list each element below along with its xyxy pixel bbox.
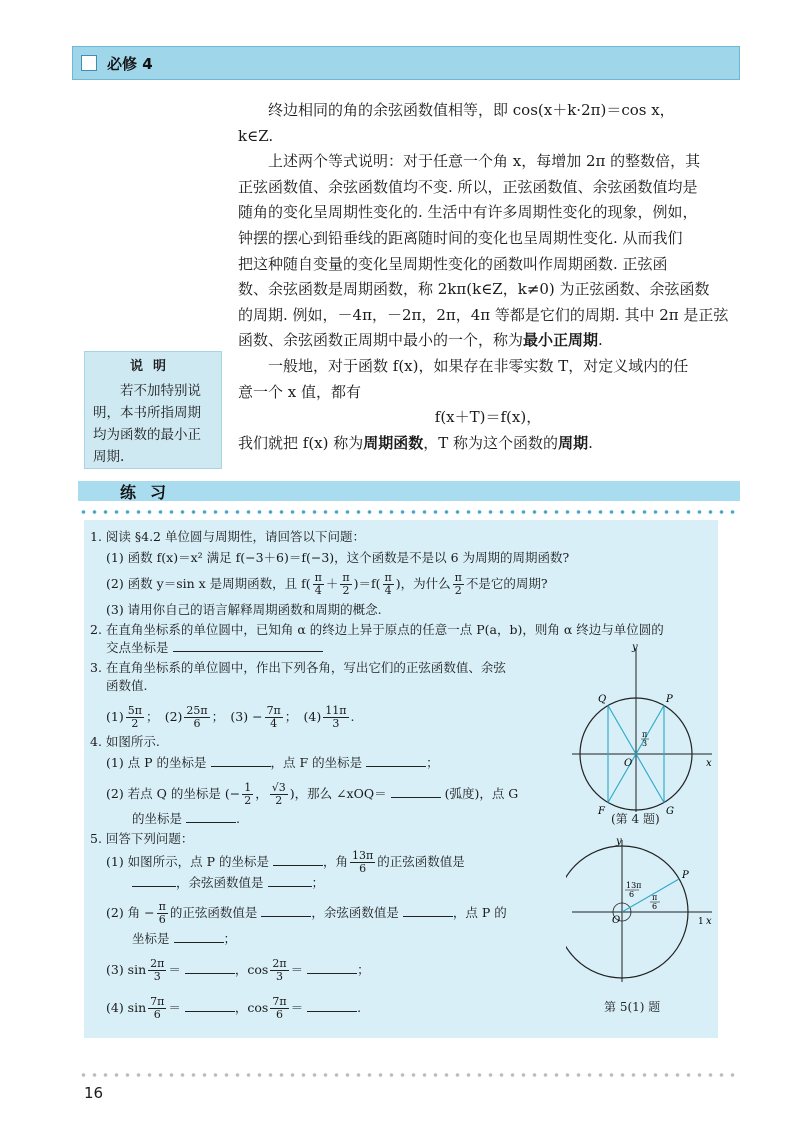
paragraph-2-line-2: 正弦函数值、余弦函数值均不变. 所以，正弦函数值、余弦函数值均是 [238,177,698,196]
y-axis-label: y [616,836,622,847]
header-square-icon [81,55,97,71]
x-axis-label: x [706,758,712,769]
answer-blank[interactable] [268,874,312,887]
answer-blank[interactable] [185,961,235,974]
exercise-title: 练习 [120,483,181,502]
formula-periodic: f(x＋T)＝f(x)， [434,408,542,427]
paragraph-2-line-6: 数、余弦函数是周期函数，称 2kπ(k∈Z，k≠0) 为正弦函数、余弦函数 [238,280,710,299]
paragraph-1: 终边相同的角的余弦函数值相等，即 cos(x＋k·2π)＝cos x， [268,101,675,119]
angle-denominator: 3 [642,739,648,748]
answer-blank[interactable] [273,853,323,866]
point-f-label: F [598,806,605,817]
figure-4-caption: (第 4 题) [611,812,660,826]
answer-blank[interactable] [132,874,176,887]
answer-blank[interactable] [211,754,271,767]
answer-blank[interactable] [261,904,311,917]
question-1: 1. 阅读 §4.2 单位圆与周期性，请回答以下问题： [90,529,365,544]
figure-4 [566,642,716,822]
question-4: 4. 如图所示. [90,734,160,749]
paragraph-4: 我们就把 f(x) 称为周期函数，T 称为这个函数的周期. [238,433,593,452]
answer-blank[interactable] [403,904,453,917]
paragraph-2-line-3: 随角的变化呈周期性变化的. 生活中有许多周期性变化的现象，例如， [238,203,698,222]
answer-blank[interactable] [391,785,441,798]
question-3-items: (1) $\frac{5\pi}{2}$ ； (2) $\frac{25\pi}{6}$ ； (3) − $\frac{7\pi}{4}$ ； (4) $\frac{11\pi}{3}$ . [106,704,355,730]
question-5-1: (1) 如图所示，点 P 的坐标是 ，角 $\frac{13\pi}{6}$ 的正弦函数值是 [106,849,465,875]
angle-13pi6-numerator: 13π [626,881,642,890]
header-label: 必修 4 [107,55,153,73]
point-g-label: G [666,806,674,817]
term-periodic-function: 周期函数 [363,433,424,452]
question-2-line-1: 2. 在直角坐标系的单位圆中，已知角 α 的终边上异于原点的任意一点 P(a，b)，则角 α 终边与单位圆的 [90,622,664,637]
unit-one-label: 1 [698,917,704,927]
answer-blank[interactable] [173,639,323,652]
paragraph-3-line-1: 一般地，对于函数 f(x)，如果存在非零实数 T，对定义域内的任 [268,356,689,375]
chapter-header [72,46,740,80]
y-axis-label: y [632,642,638,653]
question-4-3: 的坐标是 . [132,811,240,826]
answer-blank[interactable] [366,754,426,767]
paragraph-3-line-2: 意一个 x 值，都有 [238,382,361,401]
angle-13pi6-denominator: 6 [629,890,635,899]
exercise-box [84,520,718,1038]
answer-blank[interactable] [186,810,236,823]
note-title: 说明 [129,359,176,374]
paragraph-2-line-5: 把这种随自变量的变化呈周期性变化的函数叫作周期函数. 正弦函 [238,254,668,273]
question-1-3: (3) 请用你自己的语言解释周期函数和周期的概念. [106,602,382,617]
paragraph-2-line-1: 上述两个等式说明：对于任意一个角 x，每增加 2π 的整数倍，其 [268,152,701,171]
question-5-2: (2) 角 − $\frac{\pi}{6}$ 的正弦函数值是 ，余弦函数值是 ，点 P 的 [106,900,507,926]
angle-numerator: π [642,730,648,739]
dotted-divider [78,509,740,515]
paragraph-2-line-4: 钟摆的摆心到铅垂线的距离随时间的变化也呈周期性变化. 从而我们 [238,228,683,247]
paragraph-1b: k∈Z. [238,126,274,145]
question-4-2: (2) 若点 Q 的坐标是 (− $\frac{1}{2}$ ， $\frac{√3}{2}$ )，那么 ∠xOQ＝ (弧度)，点 G [106,781,519,807]
x-axis-label: x [706,916,712,927]
paragraph-2-line-8: 函数、余弦函数正周期中最小的一个，称为最小正周期. [238,331,603,350]
term-period: 周期 [558,433,589,452]
main-text [238,98,738,456]
term-min-period: 最小正周期 [523,331,599,350]
exercise-header [78,481,740,501]
figure-5 [566,836,716,986]
point-p-label: P [682,870,689,881]
answer-blank[interactable] [185,999,235,1012]
angle-pi6-denominator: 6 [652,902,658,911]
footer-dotted-divider [78,1072,740,1078]
question-5-3: (3) sin $\frac{2\pi}{3}$ ＝ ，cos $\frac{2\pi}{3}$ ＝ ； [106,957,370,983]
question-5-2-cont: 坐标是 ； [132,931,237,946]
question-1-1: (1) 函数 f(x)＝x² 满足 f(−3＋6)＝f(−3)，这个函数是不是以 6 为周期的周期函数? [106,550,570,565]
origin-label: O [612,915,621,926]
page-number: 16 [84,1084,104,1102]
origin-label: O [624,758,633,769]
point-p-label: P [666,694,673,705]
question-3-line-1: 3. 在直角坐标系的单位圆中，作出下列各角，写出它们的正弦函数值、余弦 [90,660,506,675]
answer-blank[interactable] [174,930,224,943]
question-1-2: (2) 函数 y＝sin x 是周期函数，且 f( $\frac{\pi}{4}$ ＋ $\frac{\pi}{2}$ )＝f( $\frac{\pi}{4}$ )，为什么 $\frac{\pi}{2}$ 不是它的周期? [106,571,548,597]
paragraph-2-line-7: 的周期. 例如，－4π，－2π，2π，4π 等都是它们的周期. 其中 2π 是正弦 [238,305,729,324]
answer-blank[interactable] [307,961,357,974]
question-4-1: (1) 点 P 的坐标是 ，点 F 的坐标是 ； [106,755,439,770]
question-5-4: (4) sin $\frac{7\pi}{6}$ ＝ ，cos $\frac{7\pi}{6}$ ＝ . [106,995,362,1021]
question-5-1-cont: ，余弦函数值是 ； [132,874,324,892]
point-q-label: Q [598,694,607,705]
answer-blank[interactable] [307,999,357,1012]
question-3-line-2: 函数值. [106,678,148,693]
note-box [84,351,222,469]
note-body: 若不加特别说明，本书所指周期均为函数的最小正周期. [93,383,201,465]
angle-pi6-numerator: π [652,893,658,902]
figure-5-caption: 第 5(1) 题 [604,1000,661,1014]
question-2-line-2: 交点坐标是 [106,639,323,657]
question-5: 5. 回答下列问题： [90,831,194,846]
